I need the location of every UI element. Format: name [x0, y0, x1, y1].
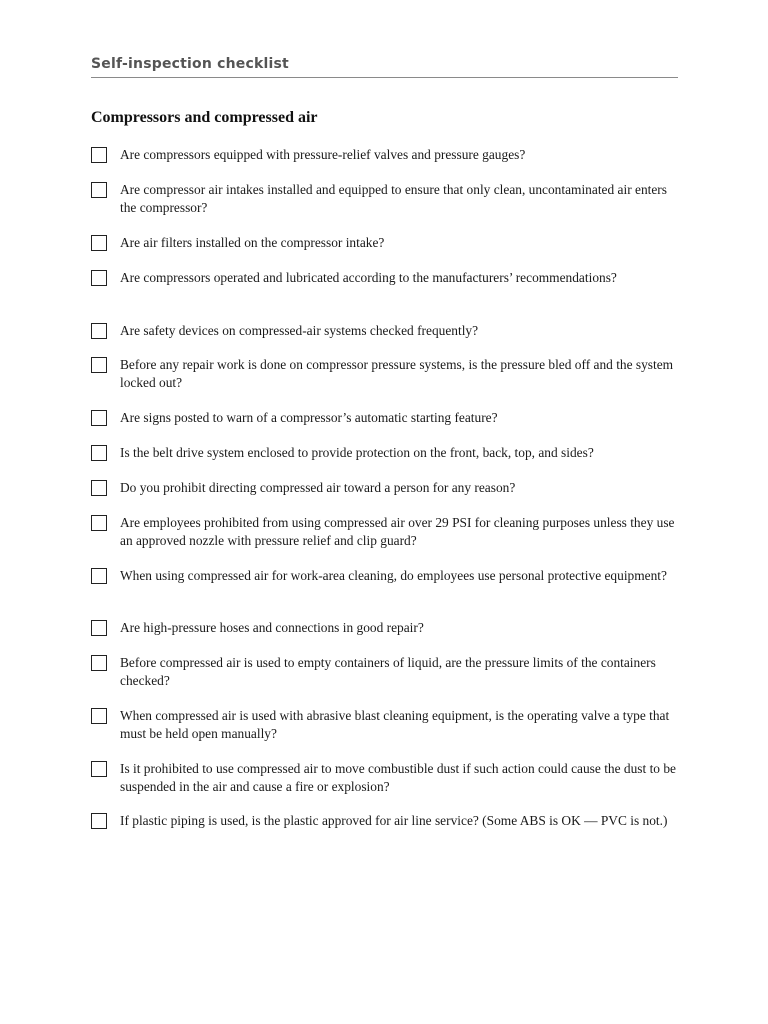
question-text: Are compressors equipped with pressure-relief valves and pressure gauges?	[120, 147, 526, 162]
question-text: Are high-pressure hoses and connections in good repair?	[120, 620, 424, 635]
question-text: Before compressed air is used to empty containers of liquid, are the pressure limits of the containers checked?	[120, 655, 656, 688]
checkbox[interactable]	[91, 761, 107, 777]
checkbox[interactable]	[91, 270, 107, 286]
question-text: Are safety devices on compressed-air systems checked frequently?	[120, 323, 479, 338]
question-text: When using compressed air for work-area cleaning, do employees use personal protective equipment?	[120, 568, 667, 583]
question-text: Is the belt drive system enclosed to provide protection on the front, back, top, and sides?	[120, 445, 594, 460]
page-header-title: Self-inspection checklist	[91, 56, 289, 72]
header-divider	[91, 77, 678, 78]
checkbox[interactable]	[91, 182, 107, 198]
question-text: Do you prohibit directing compressed air toward a person for any reason?	[120, 480, 516, 495]
checkbox[interactable]	[91, 323, 107, 339]
question-text: Are compressors operated and lubricated according to the manufacturers’ recommendations?	[120, 270, 617, 285]
question-text: Before any repair work is done on compressor pressure systems, is the pressure bled off and the system locked out?	[120, 357, 674, 390]
checkbox[interactable]	[91, 708, 107, 724]
question-text: Are signs posted to warn of a compressor’s automatic starting feature?	[120, 410, 498, 425]
checkbox[interactable]	[91, 813, 107, 829]
checkbox[interactable]	[91, 655, 107, 671]
question-text: Are employees prohibited from using compressed air over 29 PSI for cleaning purposes unless they use an approved nozzle with pressure relief and clip guard?	[120, 515, 675, 548]
checkbox[interactable]	[91, 620, 107, 636]
checkbox[interactable]	[91, 147, 107, 163]
question-text: Is it prohibited to use compressed air to move combustible dust if such action could cause the dust to be suspended in the air and cause a fire or explosion?	[120, 761, 676, 794]
question-text: If plastic piping is used, is the plastic approved for air line service? (Some ABS is OK — PVC is not.)	[120, 813, 668, 828]
question-text: When compressed air is used with abrasive blast cleaning equipment, is the operating valve a type that must be held open manually?	[120, 708, 670, 741]
section-title: Compressors and compressed air	[91, 109, 318, 126]
question-text: Are compressor air intakes installed and equipped to ensure that only clean, uncontaminated air enters the compressor?	[120, 182, 667, 215]
checkbox[interactable]	[91, 568, 107, 584]
checkbox[interactable]	[91, 480, 107, 496]
checkbox[interactable]	[91, 357, 107, 373]
question-text: Are air filters installed on the compressor intake?	[120, 235, 385, 250]
checkbox[interactable]	[91, 410, 107, 426]
checkbox[interactable]	[91, 515, 107, 531]
checkbox[interactable]	[91, 235, 107, 251]
checkbox[interactable]	[91, 445, 107, 461]
